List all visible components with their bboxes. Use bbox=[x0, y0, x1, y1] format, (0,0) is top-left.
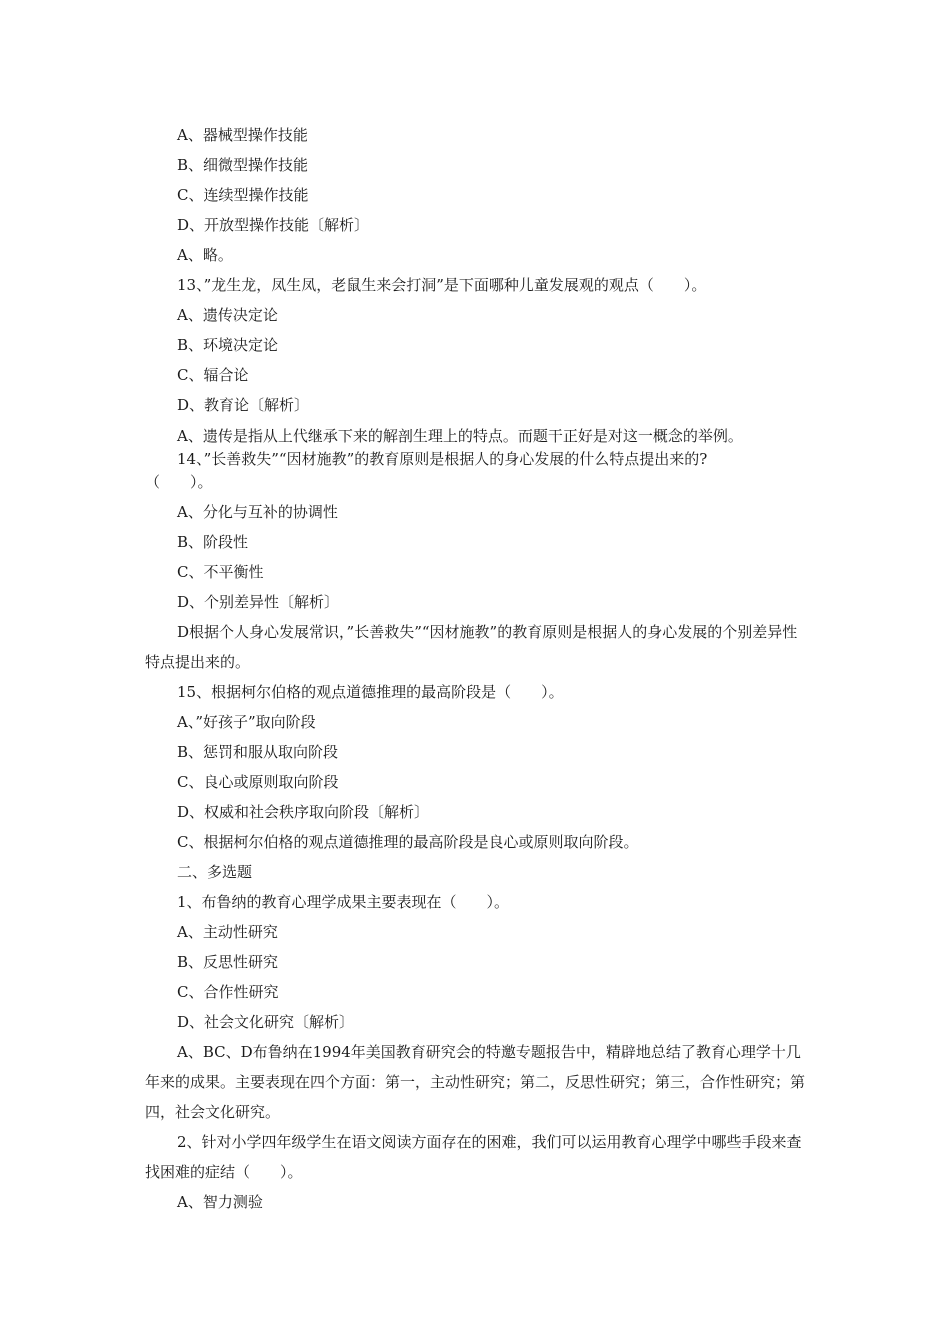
question-stem: 1、布鲁纳的教育心理学成果主要表现在（ ）。 bbox=[177, 893, 510, 911]
document-content bbox=[145, 120, 810, 1217]
option: B、环境决定论 bbox=[177, 336, 279, 354]
option: A、智力测验 bbox=[177, 1193, 263, 1211]
option: C、合作性研究 bbox=[177, 983, 279, 1001]
option: A、器械型操作技能 bbox=[177, 126, 308, 144]
answer-explanation: C、根据柯尔伯格的观点道德推理的最高阶段是良心或原则取向阶段。 bbox=[177, 833, 639, 851]
answer-explanation: A、略。 bbox=[177, 246, 233, 264]
option: A、遗传决定论 bbox=[177, 306, 278, 324]
option: D、权威和社会秩序取向阶段〔解析〕 bbox=[177, 803, 430, 821]
option: A、”好孩子”取向阶段 bbox=[177, 713, 316, 731]
option: D、个别差异性〔解析〕 bbox=[177, 593, 340, 611]
option: D、教育论〔解析〕 bbox=[177, 396, 310, 414]
question-stem-continued: （ ）。 bbox=[145, 473, 213, 491]
option: B、反思性研究 bbox=[177, 953, 279, 971]
option: D、社会文化研究〔解析〕 bbox=[177, 1013, 355, 1031]
section-title: 二、多选题 bbox=[177, 863, 253, 881]
question-stem: 2、针对小学四年级学生在语文阅读方面存在的困难，我们可以运用教育心理学中哪些手段来查找困难的症结（ ）。 bbox=[145, 1133, 802, 1181]
option: C、辐合论 bbox=[177, 366, 249, 384]
answer-explanation: A、BC、D布鲁纳在1994年美国教育研究会的特邀专题报告中，精辟地总结了教育心理学十几年来的成果。主要表现在四个方面：第一，主动性研究；第二，反思性研究；第三，合作性研究；第四，社会文化研究。 bbox=[145, 1043, 806, 1121]
question-stem: 15、根据柯尔伯格的观点道德推理的最高阶段是（ ）。 bbox=[177, 683, 564, 701]
option: D、开放型操作技能〔解析〕 bbox=[177, 216, 370, 234]
option: B、阶段性 bbox=[177, 533, 249, 551]
question-stem: 13、”龙生龙，凤生凤，老鼠生来会打洞”是下面哪种儿童发展观的观点（ ）。 bbox=[177, 276, 707, 294]
answer-explanation: A、遗传是指从上代继承下来的解剖生理上的特点。而题干正好是对这一概念的举例。 bbox=[177, 427, 743, 445]
option: C、不平衡性 bbox=[177, 563, 264, 581]
option: A、分化与互补的协调性 bbox=[177, 503, 338, 521]
option: C、良心或原则取向阶段 bbox=[177, 773, 339, 791]
option: A、主动性研究 bbox=[177, 923, 278, 941]
question-stem: 14、”长善救失”“因材施教”的教育原则是根据人的身心发展的什么特点提出来的? bbox=[177, 450, 708, 468]
option: C、连续型操作技能 bbox=[177, 186, 309, 204]
answer-explanation: D根据个人身心发展常识，”长善救失”“因材施教”的教育原则是根据人的身心发展的个别差异性特点提出来的。 bbox=[145, 623, 798, 671]
option: B、细微型操作技能 bbox=[177, 156, 309, 174]
option: B、惩罚和服从取向阶段 bbox=[177, 743, 339, 761]
